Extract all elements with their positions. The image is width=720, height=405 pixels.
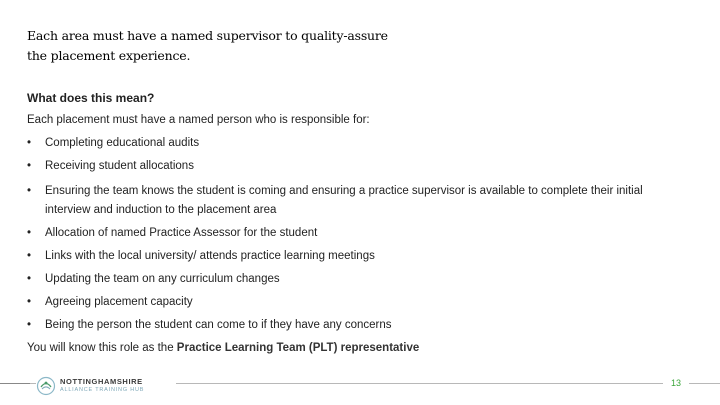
list-item-text: Updating the team on any curriculum changes [45,273,280,285]
slide-title-line-1: Each area must have a named supervisor to quality-assure [27,28,388,43]
list-item [27,270,687,289]
plt-role-emphasis: Practice Learning Team (PLT) representative [176,342,420,354]
list-item-text: Completing educational audits [45,137,200,149]
slide-title [27,26,547,66]
bullet-icon: • [27,137,32,149]
intro-text: Each placement must have a named person who is responsible for: [27,114,370,126]
logo-subtitle: ALLIANCE TRAINING HUB [60,387,145,393]
list-item-text: Links with the local university/ attends practice learning meetings [45,250,375,262]
logo-emblem-icon [36,376,56,396]
bullet-icon: • [27,160,32,172]
list-item [27,247,687,266]
list-item-text: Being the person the student can come to if they have any concerns [45,319,392,331]
closing-prefix: You will know this role as the [27,342,177,354]
page-number: 13 [663,376,689,390]
organisation-logo [36,374,176,398]
bullet-icon: • [27,185,32,197]
bullet-icon: • [27,273,32,285]
footer-divider-accent [0,383,30,384]
list-item [27,134,687,153]
subheading: What does this mean? [27,91,155,105]
list-item-text: Agreeing placement capacity [45,296,193,308]
slide-title-line-2: the placement experience. [27,48,191,63]
list-item [27,157,687,176]
list-item [27,293,687,312]
list-item-text: Ensuring the team knows the student is coming and ensuring a practice supervisor is available to complete their initial interview and induction to the placement area [45,185,643,216]
logo-name: NOTTINGHAMSHIRE [60,377,143,386]
logo-wordmark [60,377,144,395]
closing-text [27,342,419,354]
bullet-icon: • [27,227,32,239]
list-item [27,316,687,335]
list-item-text: Receiving student allocations [45,160,194,172]
bullet-icon: • [27,319,32,331]
list-item [27,224,687,243]
bullet-icon: • [27,250,32,262]
list-item [27,182,687,220]
bullet-icon: • [27,296,32,308]
list-item-text: Allocation of named Practice Assessor for the student [45,227,318,239]
